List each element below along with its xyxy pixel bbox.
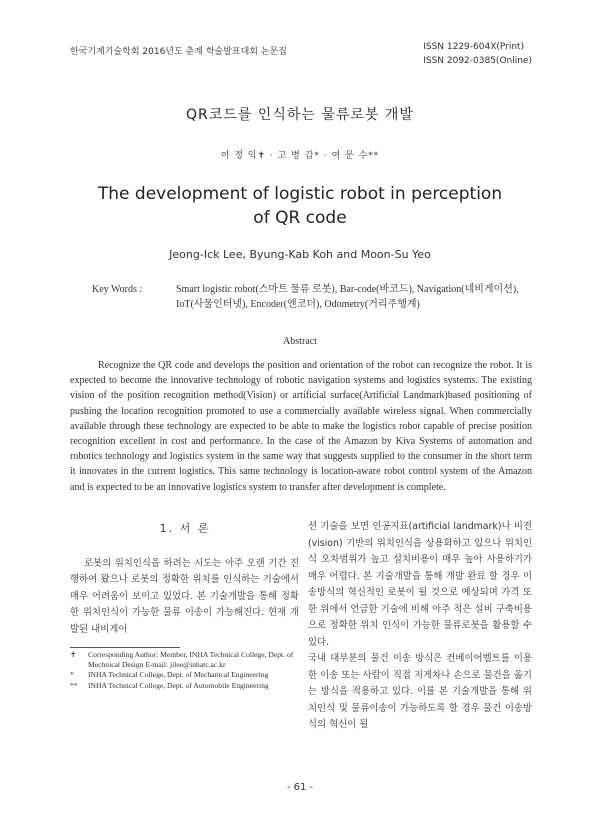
- footnote-divider: [70, 647, 180, 648]
- conference-header: 한국기계기술학회 2016년도 춘계 학술발표대회 논문집: [70, 47, 287, 57]
- right-column: [308, 519, 532, 734]
- footnote-mark: *: [70, 670, 74, 679]
- footnote-text: INHA Technical College, Dept. of Mechanical Engineering: [88, 670, 269, 679]
- page-number: - 61 -: [286, 782, 314, 793]
- keywords-block: [92, 282, 540, 312]
- english-title-line-2: of QR code: [253, 208, 347, 228]
- footnote-text: INHA Technical College, Dept. of Automobile Engineering: [88, 680, 269, 690]
- abstract-text: Recognize the QR code and develops the position and orientation of the robot can recognize the robot. It is expected to become the innovative technology of robotic navigation systems and logistics systems. The existing vision of the position recognition method(Vision) or artificial surface(Artificial Landmark)based positioning of pushing the location recognition promoted to use a commercially available wireless signal. When commercially available through these technology are expected to be able to make the logistics robot capable of precise position recognition excellent in cost and performance. In the case of the Amazon by Kiva Systems of automation and robotics technology and logistics system in the same way that suggests supplied to the consumer in the short term it innovates in the current logistics. This same technology is location-aware robot control system of the Amazon and is expected to be an innovative logistics system to transfer after development is complete.: [70, 360, 532, 493]
- issn-online: ISSN 2092-0385(Online): [423, 56, 532, 66]
- issn-block: [423, 40, 532, 68]
- issn-print: ISSN 1229-604X(Print): [423, 42, 525, 52]
- footnote-text: Corresponding Author: Member, INHA Technical College, Dept. of Mechnical Design E-mail: jilee@inhatc.ac.kr: [88, 650, 294, 669]
- abstract-title: Abstract: [283, 336, 317, 347]
- footnote-item: [70, 681, 302, 691]
- right-paragraph-2: 국내 대부분의 물건 이송 방식은 컨베이어벨트를 이용한 이송 또는 사람이 직접 지게차나 손으로 물건을 옮기는 방식을 적용하고 있다. 이를 본 기술개발을 통해 위치인식 및 물류이송이 가능하도록 할 경우 물건 이송방식의 혁신이 될: [308, 653, 532, 730]
- left-column: [70, 556, 299, 638]
- footnote-item: [70, 670, 302, 680]
- right-paragraph-1: 션 기술을 보면 인공지표(artificial landmark)나 비젼 (vision) 기반의 위치인식을 상용화하고 있으나 위치인식 오차범위가 높고 설치비용이 매우 높아 사용하기가 매우 어렵다. 본 기술개발을 통해 개발 완료 할 경우 이송방식의 혁신적인 로봇이 될 것으로 예상되며 가격 또한 위에서 언급한 기술에 비해 아주 적은 설비 구축비용으로 정확한 위치 인식이 가능한 물류로봇을 활용할 수 있다.: [308, 521, 532, 648]
- footnote-mark: **: [70, 680, 78, 690]
- section-heading: 1. 서 론: [159, 522, 211, 535]
- korean-authors: 이 정 익✝ · 고 병 갑* · 여 문 수**: [220, 151, 380, 161]
- footnote-mark: ✝: [70, 650, 77, 659]
- footnote-item: [70, 650, 302, 669]
- keywords-label: Key Words :: [92, 284, 143, 295]
- footnotes: [70, 650, 302, 691]
- korean-title: QR코드를 인식하는 물류로봇 개발: [186, 107, 414, 123]
- english-authors: Jeong-Ick Lee, Byung-Kab Koh and Moon-Su Yeo: [169, 248, 431, 261]
- intro-paragraph: 로봇의 위치인식을 하려는 시도는 아주 오랜 기간 진행하여 왔으나 로봇의 정확한 위치를 인식하는 기술에서 매우 어려움이 보이고 있었다. 본 기술개발을 통해 정확한 위치인식이 가능한 물류 이송이 가능해진다. 현재 개발된 내비게이: [70, 558, 299, 635]
- keywords-text: Smart logistic robot(스마트 물류 로봇), Bar-code(바코드), Navigation(네비게이션), IoT(사물인터넷), Encoder(엔코더), Odometry(거리주행계): [176, 284, 519, 310]
- english-title: [0, 182, 600, 230]
- english-title-line-1: The development of logistic robot in perception: [97, 184, 503, 204]
